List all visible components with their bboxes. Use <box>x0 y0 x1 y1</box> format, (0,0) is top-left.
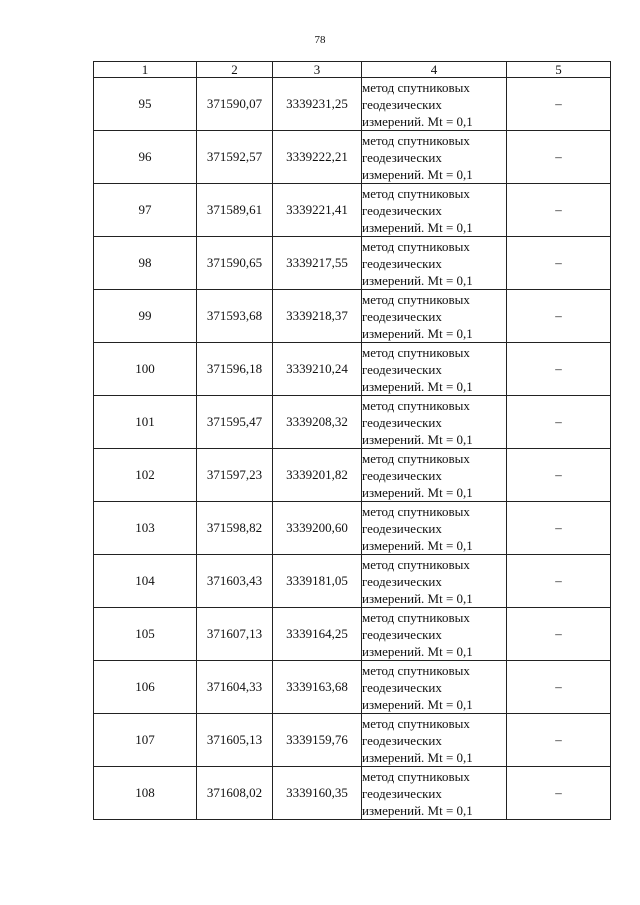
point-number: 106 <box>94 661 197 714</box>
coordinate-x: 371589,61 <box>197 184 273 237</box>
coordinate-y: 3339181,05 <box>273 555 362 608</box>
coordinate-y: 3339208,32 <box>273 396 362 449</box>
coordinate-x: 371592,57 <box>197 131 273 184</box>
column-5-value: – <box>507 608 611 661</box>
table-row <box>94 396 611 449</box>
coordinate-x: 371605,13 <box>197 714 273 767</box>
point-number: 107 <box>94 714 197 767</box>
table-row <box>94 608 611 661</box>
coordinate-y: 3339163,68 <box>273 661 362 714</box>
point-number: 97 <box>94 184 197 237</box>
method-line: измерений. Mt = 0,1 <box>362 643 473 659</box>
method-line: измерений. Mt = 0,1 <box>362 272 473 288</box>
method-description <box>362 78 507 131</box>
method-line: измерений. Mt = 0,1 <box>362 590 473 606</box>
table-row <box>94 767 611 820</box>
method-line: метод спутниковых <box>362 609 470 625</box>
coordinate-y: 3339221,41 <box>273 184 362 237</box>
point-number: 100 <box>94 343 197 396</box>
method-line: геодезических <box>362 732 442 748</box>
method-description <box>362 714 507 767</box>
method-line: измерений. Mt = 0,1 <box>362 113 473 129</box>
table-body <box>94 78 611 820</box>
point-number: 99 <box>94 290 197 343</box>
coordinate-x: 371596,18 <box>197 343 273 396</box>
method-line: измерений. Mt = 0,1 <box>362 166 473 182</box>
method-line: геодезических <box>362 202 442 218</box>
method-line: метод спутниковых <box>362 79 470 95</box>
method-description <box>362 237 507 290</box>
method-line: метод спутниковых <box>362 238 470 254</box>
method-line: измерений. Mt = 0,1 <box>362 802 473 818</box>
point-number: 105 <box>94 608 197 661</box>
method-line: измерений. Mt = 0,1 <box>362 696 473 712</box>
point-number: 101 <box>94 396 197 449</box>
table-row <box>94 343 611 396</box>
table-row <box>94 449 611 502</box>
coordinate-y: 3339201,82 <box>273 449 362 502</box>
coordinate-x: 371607,13 <box>197 608 273 661</box>
header-col-5: 5 <box>507 62 611 78</box>
method-line: метод спутниковых <box>362 662 470 678</box>
method-line: геодезических <box>362 149 442 165</box>
header-col-4: 4 <box>362 62 507 78</box>
coordinate-y: 3339200,60 <box>273 502 362 555</box>
coordinate-y: 3339222,21 <box>273 131 362 184</box>
coordinate-x: 371604,33 <box>197 661 273 714</box>
column-5-value: – <box>507 767 611 820</box>
coordinate-y: 3339210,24 <box>273 343 362 396</box>
method-line: измерений. Mt = 0,1 <box>362 484 473 500</box>
column-5-value: – <box>507 714 611 767</box>
method-description <box>362 396 507 449</box>
method-description <box>362 502 507 555</box>
method-line: измерений. Mt = 0,1 <box>362 749 473 765</box>
coordinate-x: 371593,68 <box>197 290 273 343</box>
method-line: метод спутниковых <box>362 132 470 148</box>
point-number: 98 <box>94 237 197 290</box>
method-line: измерений. Mt = 0,1 <box>362 537 473 553</box>
method-line: геодезических <box>362 520 442 536</box>
method-line: геодезических <box>362 255 442 271</box>
method-description <box>362 449 507 502</box>
coordinate-x: 371603,43 <box>197 555 273 608</box>
method-line: измерений. Mt = 0,1 <box>362 431 473 447</box>
method-description <box>362 343 507 396</box>
table-row <box>94 131 611 184</box>
method-line: геодезических <box>362 573 442 589</box>
coordinate-y: 3339218,37 <box>273 290 362 343</box>
method-line: геодезических <box>362 467 442 483</box>
coordinate-y: 3339231,25 <box>273 78 362 131</box>
method-description <box>362 555 507 608</box>
method-line: геодезических <box>362 679 442 695</box>
header-col-2: 2 <box>197 62 273 78</box>
method-line: метод спутниковых <box>362 450 470 466</box>
method-description <box>362 290 507 343</box>
method-line: геодезических <box>362 96 442 112</box>
column-5-value: – <box>507 343 611 396</box>
column-5-value: – <box>507 78 611 131</box>
method-line: метод спутниковых <box>362 344 470 360</box>
method-description <box>362 767 507 820</box>
method-line: метод спутниковых <box>362 556 470 572</box>
table-row <box>94 237 611 290</box>
coordinate-x: 371590,07 <box>197 78 273 131</box>
table-row <box>94 502 611 555</box>
point-number: 104 <box>94 555 197 608</box>
method-description <box>362 608 507 661</box>
column-5-value: – <box>507 184 611 237</box>
column-5-value: – <box>507 555 611 608</box>
coordinate-y: 3339159,76 <box>273 714 362 767</box>
method-line: метод спутниковых <box>362 503 470 519</box>
coordinate-x: 371590,65 <box>197 237 273 290</box>
coordinate-x: 371598,82 <box>197 502 273 555</box>
method-line: измерений. Mt = 0,1 <box>362 378 473 394</box>
column-5-value: – <box>507 661 611 714</box>
point-number: 95 <box>94 78 197 131</box>
method-line: геодезических <box>362 308 442 324</box>
point-number: 102 <box>94 449 197 502</box>
column-5-value: – <box>507 131 611 184</box>
table-header-row <box>94 62 611 78</box>
page-number: 78 <box>314 34 326 46</box>
method-description <box>362 661 507 714</box>
header-col-3: 3 <box>273 62 362 78</box>
column-5-value: – <box>507 396 611 449</box>
method-description <box>362 131 507 184</box>
table-row <box>94 661 611 714</box>
table-row <box>94 555 611 608</box>
coordinate-x: 371597,23 <box>197 449 273 502</box>
method-line: метод спутниковых <box>362 768 470 784</box>
method-line: метод спутниковых <box>362 185 470 201</box>
method-line: измерений. Mt = 0,1 <box>362 219 473 235</box>
column-5-value: – <box>507 449 611 502</box>
method-line: геодезических <box>362 785 442 801</box>
method-line: метод спутниковых <box>362 715 470 731</box>
table-row <box>94 290 611 343</box>
coordinate-y: 3339217,55 <box>273 237 362 290</box>
method-line: метод спутниковых <box>362 291 470 307</box>
column-5-value: – <box>507 290 611 343</box>
point-number: 108 <box>94 767 197 820</box>
coordinates-table <box>93 61 611 820</box>
method-line: измерений. Mt = 0,1 <box>362 325 473 341</box>
table-row <box>94 184 611 237</box>
coordinate-x: 371608,02 <box>197 767 273 820</box>
method-line: геодезических <box>362 361 442 377</box>
table-row <box>94 714 611 767</box>
method-description <box>362 184 507 237</box>
point-number: 103 <box>94 502 197 555</box>
column-5-value: – <box>507 237 611 290</box>
coordinate-x: 371595,47 <box>197 396 273 449</box>
header-col-1: 1 <box>94 62 197 78</box>
method-line: метод спутниковых <box>362 397 470 413</box>
method-line: геодезических <box>362 414 442 430</box>
column-5-value: – <box>507 502 611 555</box>
point-number: 96 <box>94 131 197 184</box>
table-row <box>94 78 611 131</box>
method-line: геодезических <box>362 626 442 642</box>
coordinate-y: 3339160,35 <box>273 767 362 820</box>
coordinate-y: 3339164,25 <box>273 608 362 661</box>
